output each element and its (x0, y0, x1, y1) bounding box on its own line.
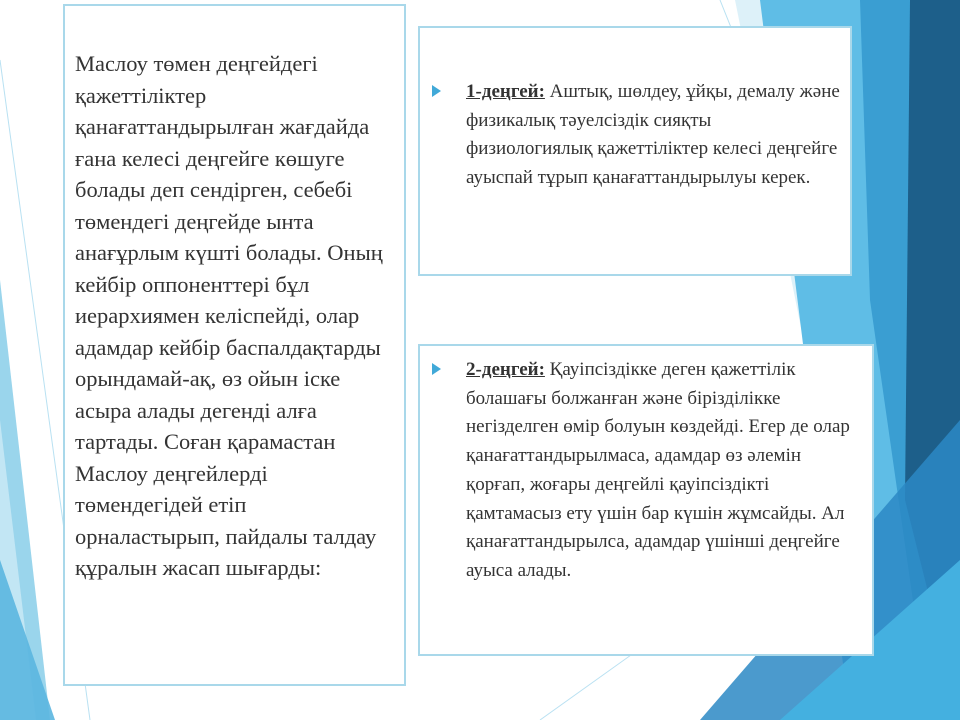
level-1-bullet (432, 78, 840, 193)
arrow-bullet-icon (432, 363, 441, 375)
level-1-box (418, 26, 852, 276)
left-text-box (63, 4, 406, 686)
level-2-bullet (432, 356, 862, 586)
level-2-description: Қауіпсіздікке деген қажеттілік болашағы болжанған және бірізділікке негізделген өмір болуын көздейді. Егер де олар қанағаттандырылмаса, адамдар өз әлемін қорғап, жоғары деңгейлі қауіпсіздікті қамтамасыз ету үшін бар күшін жұмсайды. Ал қанағаттандырылса, адамдар үшінші деңгейге ауыса алады. (466, 359, 850, 581)
arrow-bullet-icon (432, 85, 441, 97)
intro-paragraph: Маслоу төмен деңгейдегі қажеттіліктер қанағаттандырылған жағдайда ғана келесі деңгейге көшуге болады деп сендірген, себебі төмендегі деңгейде ынта анағұрлым күшті болады. Оның кейбір оппоненттері бұл иерархиямен келіспейді, олар адамдар кейбір баспалдақтарды орындамай-ақ, өз ойын іске асыра алады дегенді алға тартады. Соған қарамастан Маслоу деңгейлерді төмендегідей етіп орналастырып, пайдалы талдау құралын жасап шығарды: (75, 51, 383, 580)
level-1-text-block (432, 78, 840, 193)
level-2-text-block (432, 356, 862, 586)
level-1-label: 1-деңгей: (466, 81, 545, 102)
level-1-description: Аштық, шөлдеу, ұйқы, демалу және физикалық тәуелсіздік сияқты физиологиялық қажеттіліктер келесі деңгейге ауыспай тұрып қанағаттандырылуы керек. (466, 81, 840, 189)
level-2-label: 2-деңгей: (466, 359, 545, 380)
level-2-box (418, 344, 874, 656)
